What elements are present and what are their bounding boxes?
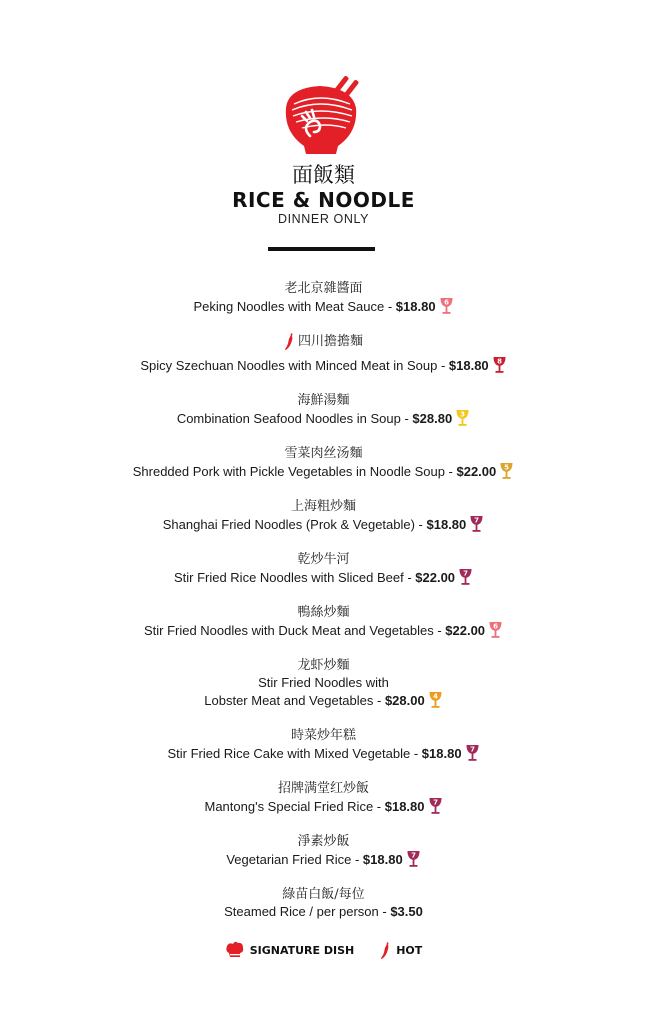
dish-name-chinese-text: 招牌满堂红炒飯 [277, 781, 369, 796]
dish-name-chinese-text: 海鮮湯麵 [297, 393, 350, 408]
wine-glass-rating-icon [499, 462, 514, 480]
menu-item [0, 726, 647, 762]
wine-glass-rating-icon [492, 356, 507, 374]
dish-name: Spicy Szechuan Noodles with Minced Meat in Soup - [140, 358, 449, 373]
dish-price: $28.80 [412, 411, 453, 426]
section-title-chinese: 面飯類 [292, 163, 355, 187]
wine-rating-number: 7 [474, 516, 480, 525]
dish-line [0, 515, 647, 533]
dish-name: Vegetarian Fried Rice - [226, 852, 363, 867]
dish-name-chinese-text: 雪菜肉丝汤麵 [284, 446, 363, 461]
wine-rating-number: 7 [469, 745, 475, 754]
dish-name-chinese-text: 四川擔擔麵 [297, 334, 363, 349]
wine-glass-rating-icon [439, 297, 454, 315]
wine-rating-number: 4 [432, 692, 438, 701]
dish-line [0, 356, 647, 374]
dish-name: Stir Fried Noodles with Duck Meat and Vegetables - [143, 623, 446, 638]
dish-name-chinese-text: 淨素炒飯 [297, 834, 350, 849]
dish-price: $22.00 [415, 570, 456, 585]
dish-name-chinese [297, 392, 349, 409]
dish-price: $18.80 [384, 799, 425, 814]
dish-price: $18.80 [426, 517, 467, 532]
dish-line [0, 462, 647, 480]
dish-price: $18.80 [395, 299, 436, 314]
dish-line [0, 797, 647, 815]
wine-rating-number: 8 [496, 357, 502, 366]
dish-price: $3.50 [390, 904, 423, 919]
dish-price: $18.80 [362, 852, 403, 867]
dish-name-chinese-text: 鴨絲炒麵 [297, 605, 350, 620]
menu-item [0, 885, 647, 920]
wine-glass-rating-icon [458, 568, 473, 586]
chili-icon [380, 941, 391, 960]
dish-price: $28.00 [384, 693, 425, 708]
dish-name: Shredded Pork with Pickle Vegetables in Noodle Soup - [132, 464, 457, 479]
wine-glass-rating-icon [465, 744, 480, 762]
dish-name-chinese-text: 乾炒牛河 [297, 552, 350, 567]
menu-item [0, 603, 647, 639]
menu-item [0, 656, 647, 709]
dish-name: Combination Seafood Noodles in Soup - [176, 411, 413, 426]
dish-name: Steamed Rice / per person - [224, 904, 391, 919]
dish-line [0, 297, 647, 315]
menu-item [0, 550, 647, 586]
dish-name-chinese-text: 綠苗白飯/每位 [282, 887, 365, 902]
dish-price: $18.80 [421, 746, 462, 761]
dish-line [0, 903, 647, 920]
legend-signature [225, 940, 355, 960]
dish-line [0, 850, 647, 868]
dish-name-chinese [291, 727, 356, 744]
dish-name-chinese [297, 551, 349, 568]
chef-hat-icon [225, 940, 245, 960]
dish-name: Peking Noodles with Meat Sauce - [193, 299, 396, 314]
wine-rating-number: 7 [410, 851, 416, 860]
wine-glass-rating-icon [428, 797, 443, 815]
dish-name-chinese [278, 780, 369, 797]
legend [0, 940, 647, 960]
dish-name: Stir Fried Rice Noodles with Sliced Beef - [173, 570, 416, 585]
wine-rating-number: 5 [504, 463, 510, 472]
legend-signature-label: SIGNATURE DISH [249, 943, 355, 957]
wine-glass-rating-icon [488, 621, 503, 639]
wine-rating-number: 6 [493, 622, 498, 631]
dish-name-chinese [291, 498, 356, 515]
dish-price: $22.00 [445, 623, 486, 638]
dish-line [0, 409, 647, 427]
legend-hot [380, 941, 422, 960]
menu-item [0, 444, 647, 480]
dish-name-chinese-text: 龙虾炒麵 [297, 658, 350, 673]
dish-name-chinese-text: 老北京雜醬面 [284, 281, 363, 296]
dish-line [0, 744, 647, 762]
dish-name: Lobster Meat and Vegetables - [204, 693, 385, 708]
legend-hot-label: HOT [396, 943, 423, 957]
wine-rating-number: 3 [460, 410, 466, 419]
title-divider [268, 247, 375, 251]
dish-name-chinese [297, 657, 349, 674]
dish-name-chinese [284, 445, 362, 462]
section-subtitle: DINNER ONLY [277, 212, 370, 226]
dish-line [0, 621, 647, 639]
dish-price: $22.00 [456, 464, 497, 479]
menu-item [0, 279, 647, 315]
wine-rating-number: 6 [443, 298, 449, 307]
dish-name-chinese [297, 604, 349, 621]
dish-name-line1: Stir Fried Noodles with [258, 675, 389, 690]
wine-rating-number: 7 [432, 798, 438, 807]
dish-name-chinese [297, 833, 349, 850]
dish-name-chinese [282, 886, 364, 903]
menu-item [0, 332, 647, 374]
dish-line [0, 691, 647, 709]
dish-price: $18.80 [448, 358, 489, 373]
wine-glass-rating-icon [428, 691, 443, 709]
menu-list [0, 279, 647, 937]
menu-item [0, 391, 647, 427]
menu-item [0, 779, 647, 815]
dish-name-chinese-text: 時菜炒年糕 [290, 728, 356, 743]
dish-name: Shanghai Fried Noodles (Prok & Vegetable) - [162, 517, 427, 532]
dish-line [0, 568, 647, 586]
dish-name-chinese [284, 332, 363, 351]
dish-name-chinese-text: 上海粗炒麵 [290, 499, 356, 514]
section-title: RICE & NOODLE [232, 188, 415, 212]
wine-glass-rating-icon [406, 850, 421, 868]
menu-item [0, 832, 647, 868]
chili-icon [284, 332, 295, 351]
menu-item [0, 497, 647, 533]
dish-name: Stir Fried Rice Cake with Mixed Vegetable - [167, 746, 422, 761]
wine-glass-rating-icon [469, 515, 484, 533]
wine-rating-number: 7 [463, 569, 468, 578]
wine-glass-rating-icon [455, 409, 470, 427]
dish-name-chinese [284, 280, 362, 297]
noodle-bowl-logo-icon [280, 70, 370, 156]
dish-name: Mantong's Special Fried Rice - [204, 799, 385, 814]
